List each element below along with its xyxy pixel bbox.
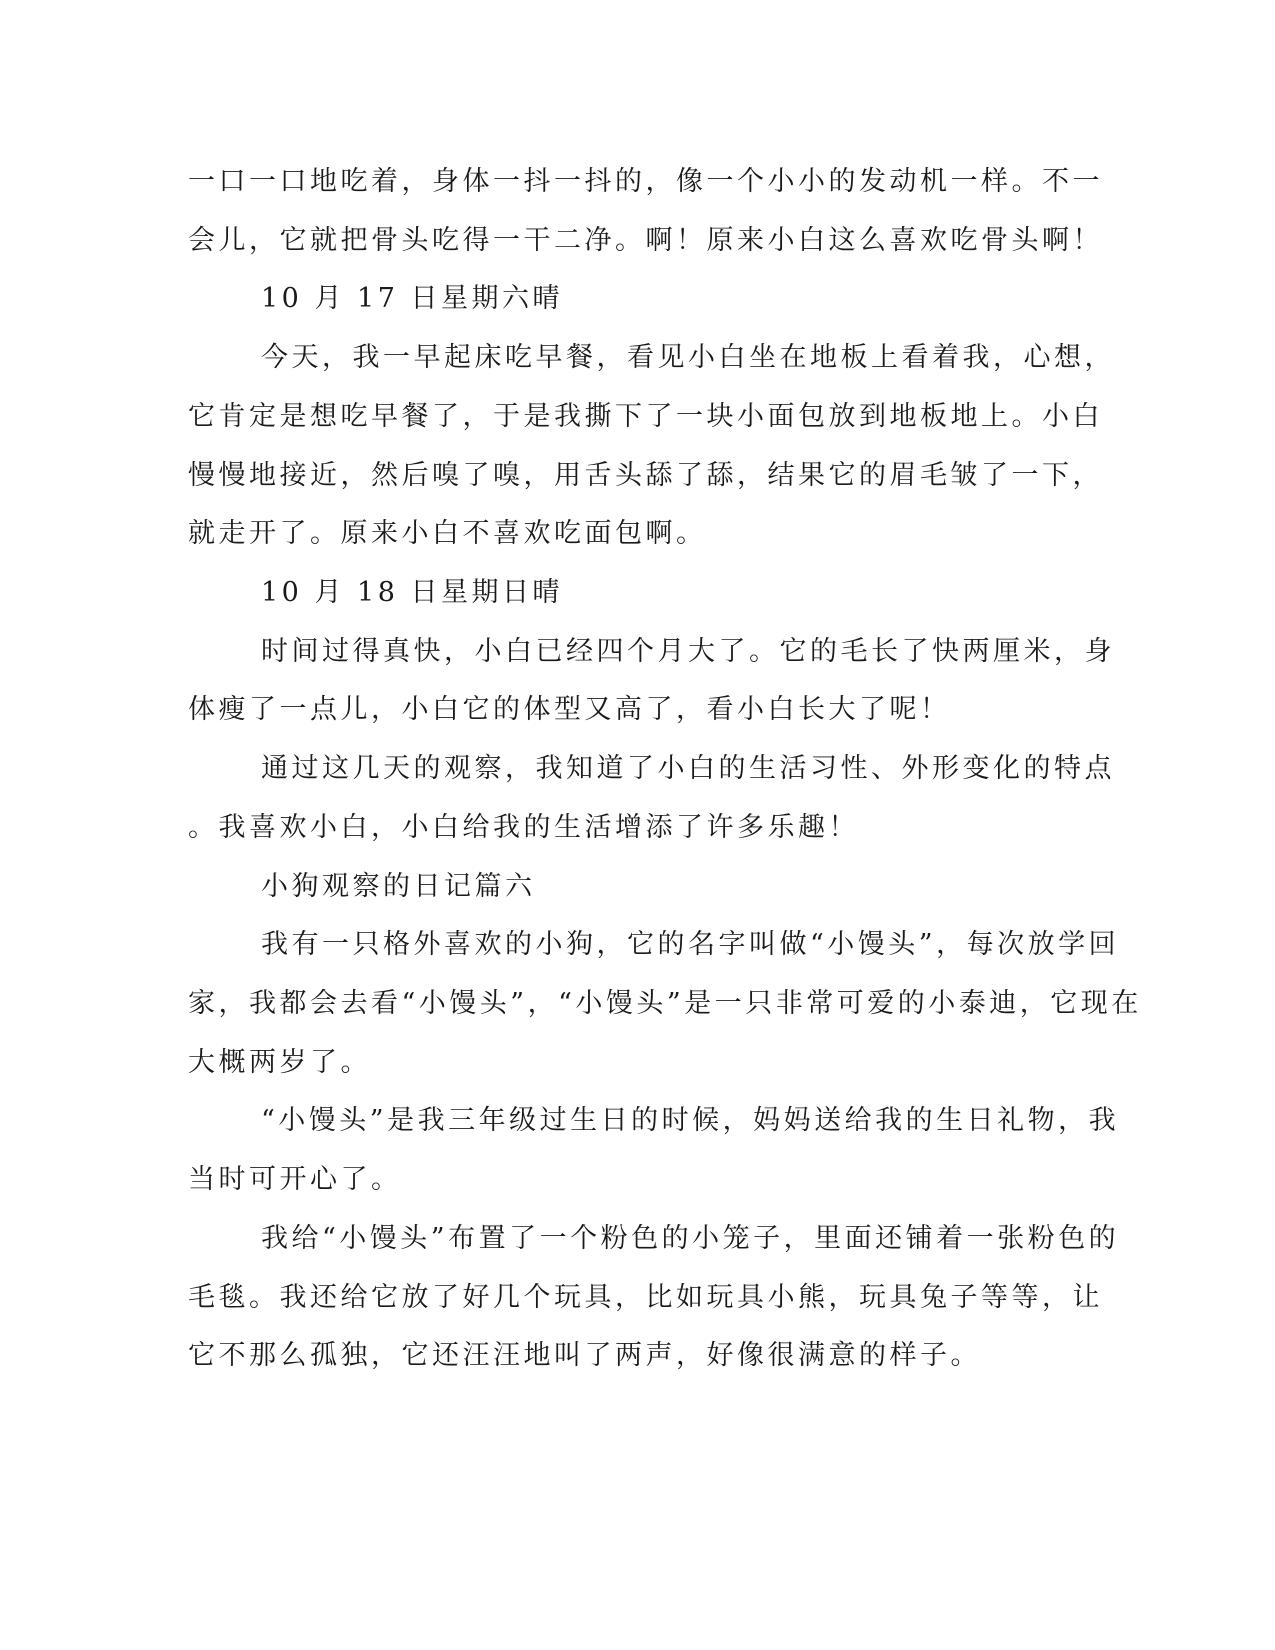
text-line bbox=[0, 690, 1275, 730]
text-line bbox=[0, 1043, 1275, 1083]
line-text: 一口一口地吃着，身体一抖一抖的，像一个小小的发动机一样。不一 bbox=[188, 166, 1103, 197]
text-line bbox=[0, 632, 1275, 672]
line-text: 当时可开心了。 bbox=[188, 1164, 402, 1195]
text-line bbox=[0, 925, 1275, 965]
text-line bbox=[0, 1160, 1275, 1200]
section-heading bbox=[0, 867, 1275, 907]
text-line bbox=[0, 1336, 1275, 1376]
line-text: 它肯定是想吃早餐了，于是我撕下了一块小面包放到地板地上。小白 bbox=[188, 401, 1103, 432]
line-text: 时间过得真快，小白已经四个月大了。它的毛长了快两厘米，身 bbox=[261, 636, 1115, 667]
line-text: 小狗观察的日记篇六 bbox=[261, 871, 536, 902]
line-text: 慢慢地接近，然后嗅了嗅，用舌头舔了舔，结果它的眉毛皱了一下， bbox=[188, 460, 1103, 491]
text-line bbox=[0, 749, 1275, 789]
text-line bbox=[0, 397, 1275, 437]
line-text: 今天，我一早起床吃早餐，看见小白坐在地板上看着我，心想， bbox=[261, 342, 1115, 373]
line-text: 10 月 17 日星期六晴 bbox=[261, 283, 563, 314]
line-text: 我给“小馒头”布置了一个粉色的小笼子，里面还铺着一张粉色的 bbox=[261, 1223, 1120, 1254]
date-heading bbox=[0, 279, 1275, 319]
text-line bbox=[0, 984, 1275, 1024]
line-text: 会儿，它就把骨头吃得一干二净。啊！原来小白这么喜欢吃骨头啊！ bbox=[188, 225, 1103, 256]
line-text: 家，我都会去看“小馒头”，“小馒头”是一只非常可爱的小泰迪，它现在 bbox=[188, 988, 1142, 1019]
text-line bbox=[0, 1101, 1275, 1141]
text-line bbox=[0, 162, 1275, 202]
line-text: 体瘦了一点儿，小白它的体型又高了，看小白长大了呢！ bbox=[188, 694, 951, 725]
text-line bbox=[0, 221, 1275, 261]
text-line bbox=[0, 1219, 1275, 1259]
line-text: 通过这几天的观察，我知道了小白的生活习性、外形变化的特点 bbox=[261, 753, 1115, 784]
text-line bbox=[0, 1278, 1275, 1318]
line-text: 我有一只格外喜欢的小狗，它的名字叫做“小馒头”，每次放学回 bbox=[261, 929, 1120, 960]
line-text: 大概两岁了。 bbox=[188, 1047, 371, 1078]
line-text: 它不那么孤独，它还汪汪地叫了两声，好像很满意的样子。 bbox=[188, 1340, 981, 1371]
date-heading bbox=[0, 573, 1275, 613]
text-line bbox=[0, 514, 1275, 554]
line-text: 。我喜欢小白，小白给我的生活增添了许多乐趣！ bbox=[188, 812, 859, 843]
text-line bbox=[0, 808, 1275, 848]
line-text: 10 月 18 日星期日晴 bbox=[261, 577, 563, 608]
line-text: 就走开了。原来小白不喜欢吃面包啊。 bbox=[188, 518, 707, 549]
text-line bbox=[0, 456, 1275, 496]
line-text: 毛毯。我还给它放了好几个玩具，比如玩具小熊，玩具兔子等等，让 bbox=[188, 1282, 1103, 1313]
line-text: “小馒头”是我三年级过生日的时候，妈妈送给我的生日礼物，我 bbox=[261, 1105, 1120, 1136]
text-line bbox=[0, 338, 1275, 378]
